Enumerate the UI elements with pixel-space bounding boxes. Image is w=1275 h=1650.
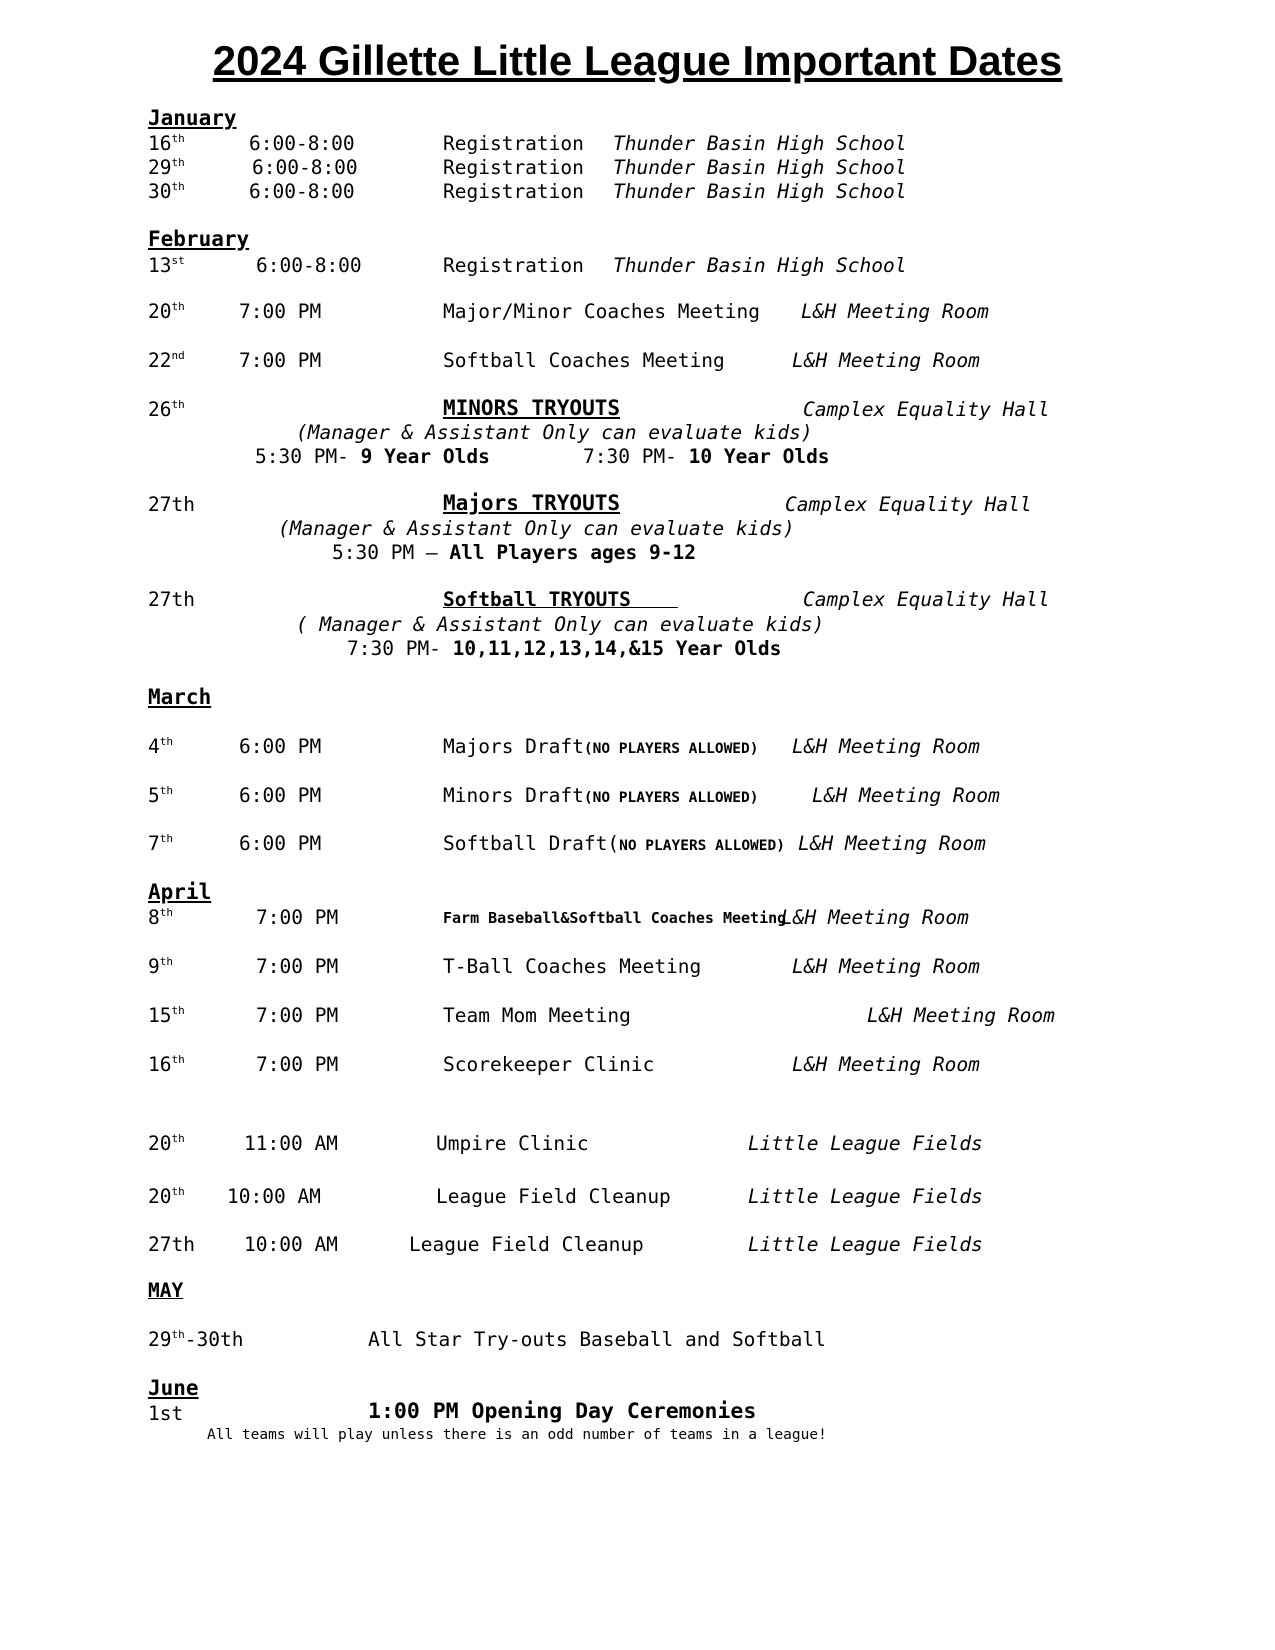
date: 30th	[148, 180, 185, 203]
month-heading-january: January	[148, 106, 237, 130]
note: ( Manager & Assistant Only can evaluate kids)	[296, 613, 825, 636]
event: League Field Cleanup	[409, 1233, 644, 1256]
time: 6:00-8:00	[256, 254, 362, 277]
location: Thunder Basin High School	[613, 254, 907, 277]
event: Softball Draft(NO PLAYERS ALLOWED)	[443, 832, 785, 855]
event: 1:00 PM Opening Day Ceremonies	[368, 1399, 757, 1424]
event: Majors Draft(NO PLAYERS ALLOWED)	[443, 735, 759, 758]
date: 29th	[148, 156, 185, 179]
date: 5th	[148, 784, 173, 807]
time: 6:00 PM	[239, 784, 322, 807]
note: All teams will play unless there is an odd number of teams in a league!	[207, 1427, 827, 1443]
event: Registration	[443, 254, 584, 277]
time: 11:00 AM	[244, 1132, 338, 1155]
location: Little League Fields	[748, 1185, 983, 1208]
event: League Field Cleanup	[436, 1185, 671, 1208]
location: Camplex Equality Hall	[785, 493, 1032, 516]
location: L&H Meeting Room	[792, 735, 980, 758]
location: Camplex Equality Hall	[803, 398, 1050, 421]
location: Camplex Equality Hall	[803, 588, 1050, 611]
time: 6:00-8:00	[249, 180, 355, 203]
location: L&H Meeting Room	[781, 906, 969, 929]
location: Thunder Basin High School	[613, 180, 907, 203]
location: Little League Fields	[748, 1233, 983, 1256]
time: 6:00-8:00	[252, 156, 358, 179]
time: 7:00 PM	[256, 906, 339, 929]
event: Softball TRYOUTS	[443, 588, 678, 611]
event: MINORS TRYOUTS	[443, 396, 621, 420]
date: 4th	[148, 735, 173, 758]
session-1: 5:30 PM- 9 Year Olds	[255, 445, 490, 468]
session-2: 7:30 PM- 10 Year Olds	[583, 445, 830, 468]
time: 7:00 PM	[256, 1004, 339, 1027]
date: 8th	[148, 906, 173, 929]
event: T-Ball Coaches Meeting	[443, 955, 702, 978]
event: Softball Coaches Meeting	[443, 349, 725, 372]
event: Registration	[443, 156, 584, 179]
date: 16th	[148, 132, 185, 155]
session: 5:30 PM – All Players ages 9-12	[332, 541, 696, 564]
date: 20th	[148, 1185, 185, 1208]
location: L&H Meeting Room	[867, 1004, 1055, 1027]
location: L&H Meeting Room	[792, 955, 980, 978]
time: 7:00 PM	[239, 300, 322, 323]
location: L&H Meeting Room	[812, 784, 1000, 807]
date: 27th	[148, 588, 195, 611]
date: 1st	[148, 1402, 184, 1425]
event: Majors TRYOUTS	[443, 491, 621, 515]
event: Registration	[443, 132, 584, 155]
event: All Star Try-outs Baseball and Softball	[368, 1328, 826, 1351]
time: 6:00 PM	[239, 832, 322, 855]
location: Thunder Basin High School	[613, 132, 907, 155]
date: 22nd	[148, 349, 185, 372]
event: Major/Minor Coaches Meeting	[443, 300, 760, 323]
location: Little League Fields	[748, 1132, 983, 1155]
time: 7:00 PM	[239, 349, 322, 372]
date: 16th	[148, 1053, 185, 1076]
time: 10:00 AM	[244, 1233, 338, 1256]
location: L&H Meeting Room	[798, 832, 986, 855]
event: Team Mom Meeting	[443, 1004, 631, 1027]
date: 26th	[148, 398, 185, 421]
location: L&H Meeting Room	[801, 300, 989, 323]
month-heading-march: March	[148, 685, 212, 709]
month-heading-april: April	[148, 880, 212, 904]
time: 6:00 PM	[239, 735, 322, 758]
date: 29th-30th	[148, 1328, 244, 1351]
date: 27th	[148, 493, 195, 516]
time: 6:00-8:00	[249, 132, 355, 155]
date: 9th	[148, 955, 173, 978]
location: Thunder Basin High School	[613, 156, 907, 179]
note: (Manager & Assistant Only can evaluate kids)	[278, 517, 795, 540]
event: Minors Draft(NO PLAYERS ALLOWED)	[443, 784, 759, 807]
date: 20th	[148, 300, 185, 323]
location: L&H Meeting Room	[792, 1053, 980, 1076]
date: 7th	[148, 832, 173, 855]
month-heading-may: MAY	[148, 1279, 184, 1302]
date: 20th	[148, 1132, 185, 1155]
event: Registration	[443, 180, 584, 203]
event: Farm Baseball&Softball Coaches Meeting	[443, 909, 787, 927]
date: 13st	[148, 254, 185, 277]
time: 7:00 PM	[256, 1053, 339, 1076]
month-heading-june: June	[148, 1376, 199, 1400]
note: (Manager & Assistant Only can evaluate kids)	[296, 421, 813, 444]
session: 7:30 PM- 10,11,12,13,14,&15 Year Olds	[347, 637, 782, 660]
time: 10:00 AM	[227, 1185, 321, 1208]
date: 27th	[148, 1233, 195, 1256]
location: L&H Meeting Room	[792, 349, 980, 372]
event: Umpire Clinic	[436, 1132, 589, 1155]
time: 7:00 PM	[256, 955, 339, 978]
month-heading-february: February	[148, 227, 250, 251]
event: Scorekeeper Clinic	[443, 1053, 655, 1076]
date: 15th	[148, 1004, 185, 1027]
page-title: 2024 Gillette Little League Important Dates	[212, 37, 1063, 84]
